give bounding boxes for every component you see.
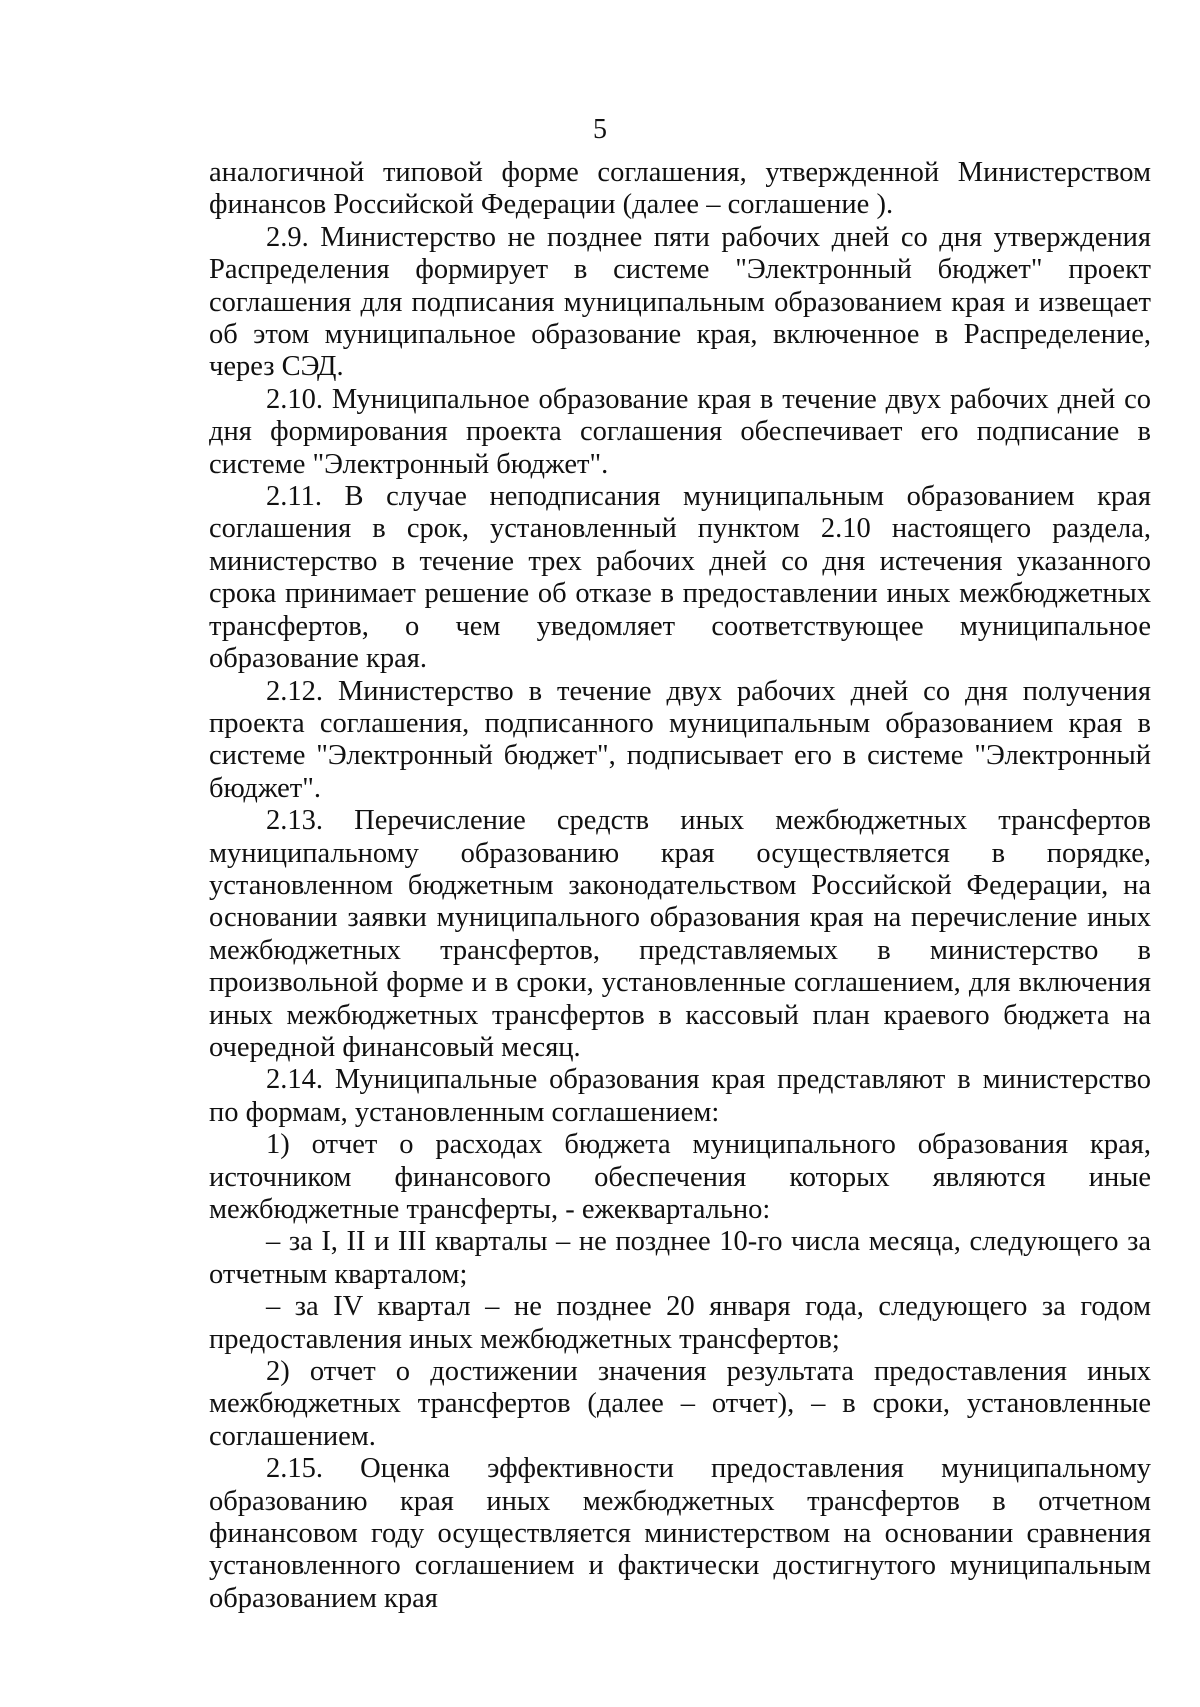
list-subitem-quarters-1-3: – за I, II и III кварталы – не позднее 10-го числа месяца, следующего за отчетным кварталом; — [209, 1226, 1151, 1290]
paragraph-2-14: 2.14. Муниципальные образования края представляют в министерство по формам, установленным соглашением: — [209, 1064, 1151, 1128]
paragraph-2-10: 2.10. Муниципальное образование края в течение двух рабочих дней со дня формирования проекта соглашения обеспечивает его подписание в системе "Электронный бюджет". — [209, 383, 1151, 480]
paragraph-2-9: 2.9. Министерство не позднее пяти рабочих дней со дня утверждения Распределения формирует в системе "Электронный бюджет" проект соглашения для подписания муниципальным образованием края и извещает об этом муниципальное образование края, включенное в Распределение, через СЭД. — [209, 221, 1151, 383]
paragraph-2-11: 2.11. В случае неподписания муниципальным образованием края соглашения в срок, установленный пунктом 2.10 настоящего раздела, министерство в течение трех рабочих дней со дня истечения указанного срока принимает решение об отказе в предоставлении иных межбюджетных трансфертов, о чем уведомляет соответствующее муниципальное образование края. — [209, 481, 1151, 675]
paragraph-2-12: 2.12. Министерство в течение двух рабочих дней со дня получения проекта соглашения, подписанного муниципальным образованием края в системе "Электронный бюджет", подписывает его в системе "Электронный бюджет". — [209, 675, 1151, 804]
paragraph-continuation: аналогичной типовой форме соглашения, утвержденной Министерством финансов Российской Федерации (далее – соглашение ). — [209, 157, 1151, 221]
list-item-1: 1) отчет о расходах бюджета муниципального образования края, источником финансового обеспечения которых являются иные межбюджетные трансферты, - ежеквартально: — [209, 1129, 1151, 1225]
list-item-2: 2) отчет о достижении значения результата предоставления иных межбюджетных трансфертов (далее – отчет), – в сроки, установленные соглашением. — [209, 1356, 1151, 1452]
paragraph-2-15: 2.15. Оценка эффективности предоставления муниципальному образованию края иных межбюджетных трансфертов в отчетном финансовом году осуществляется министерством на основании сравнения установленного соглашением и фактически достигнутого муниципальным образованием края — [209, 1453, 1151, 1614]
document-body — [209, 157, 1151, 1615]
page-number: 5 — [593, 114, 607, 145]
paragraph-2-13: 2.13. Перечисление средств иных межбюджетных трансфертов муниципальному образованию края осуществляется в порядке, установленном бюджетным законодательством Российской Федерации, на основании заявки муниципального образования края на перечисление иных межбюджетных трансфертов, представляемых в министерство в произвольной форме и в сроки, установленные соглашением, для включения иных межбюджетных трансфертов в кассовый план краевого бюджета на очередной финансовый месяц. — [209, 805, 1151, 1063]
list-subitem-quarter-4: – за IV квартал – не позднее 20 января года, следующего за годом предоставления иных межбюджетных трансфертов; — [209, 1291, 1151, 1355]
